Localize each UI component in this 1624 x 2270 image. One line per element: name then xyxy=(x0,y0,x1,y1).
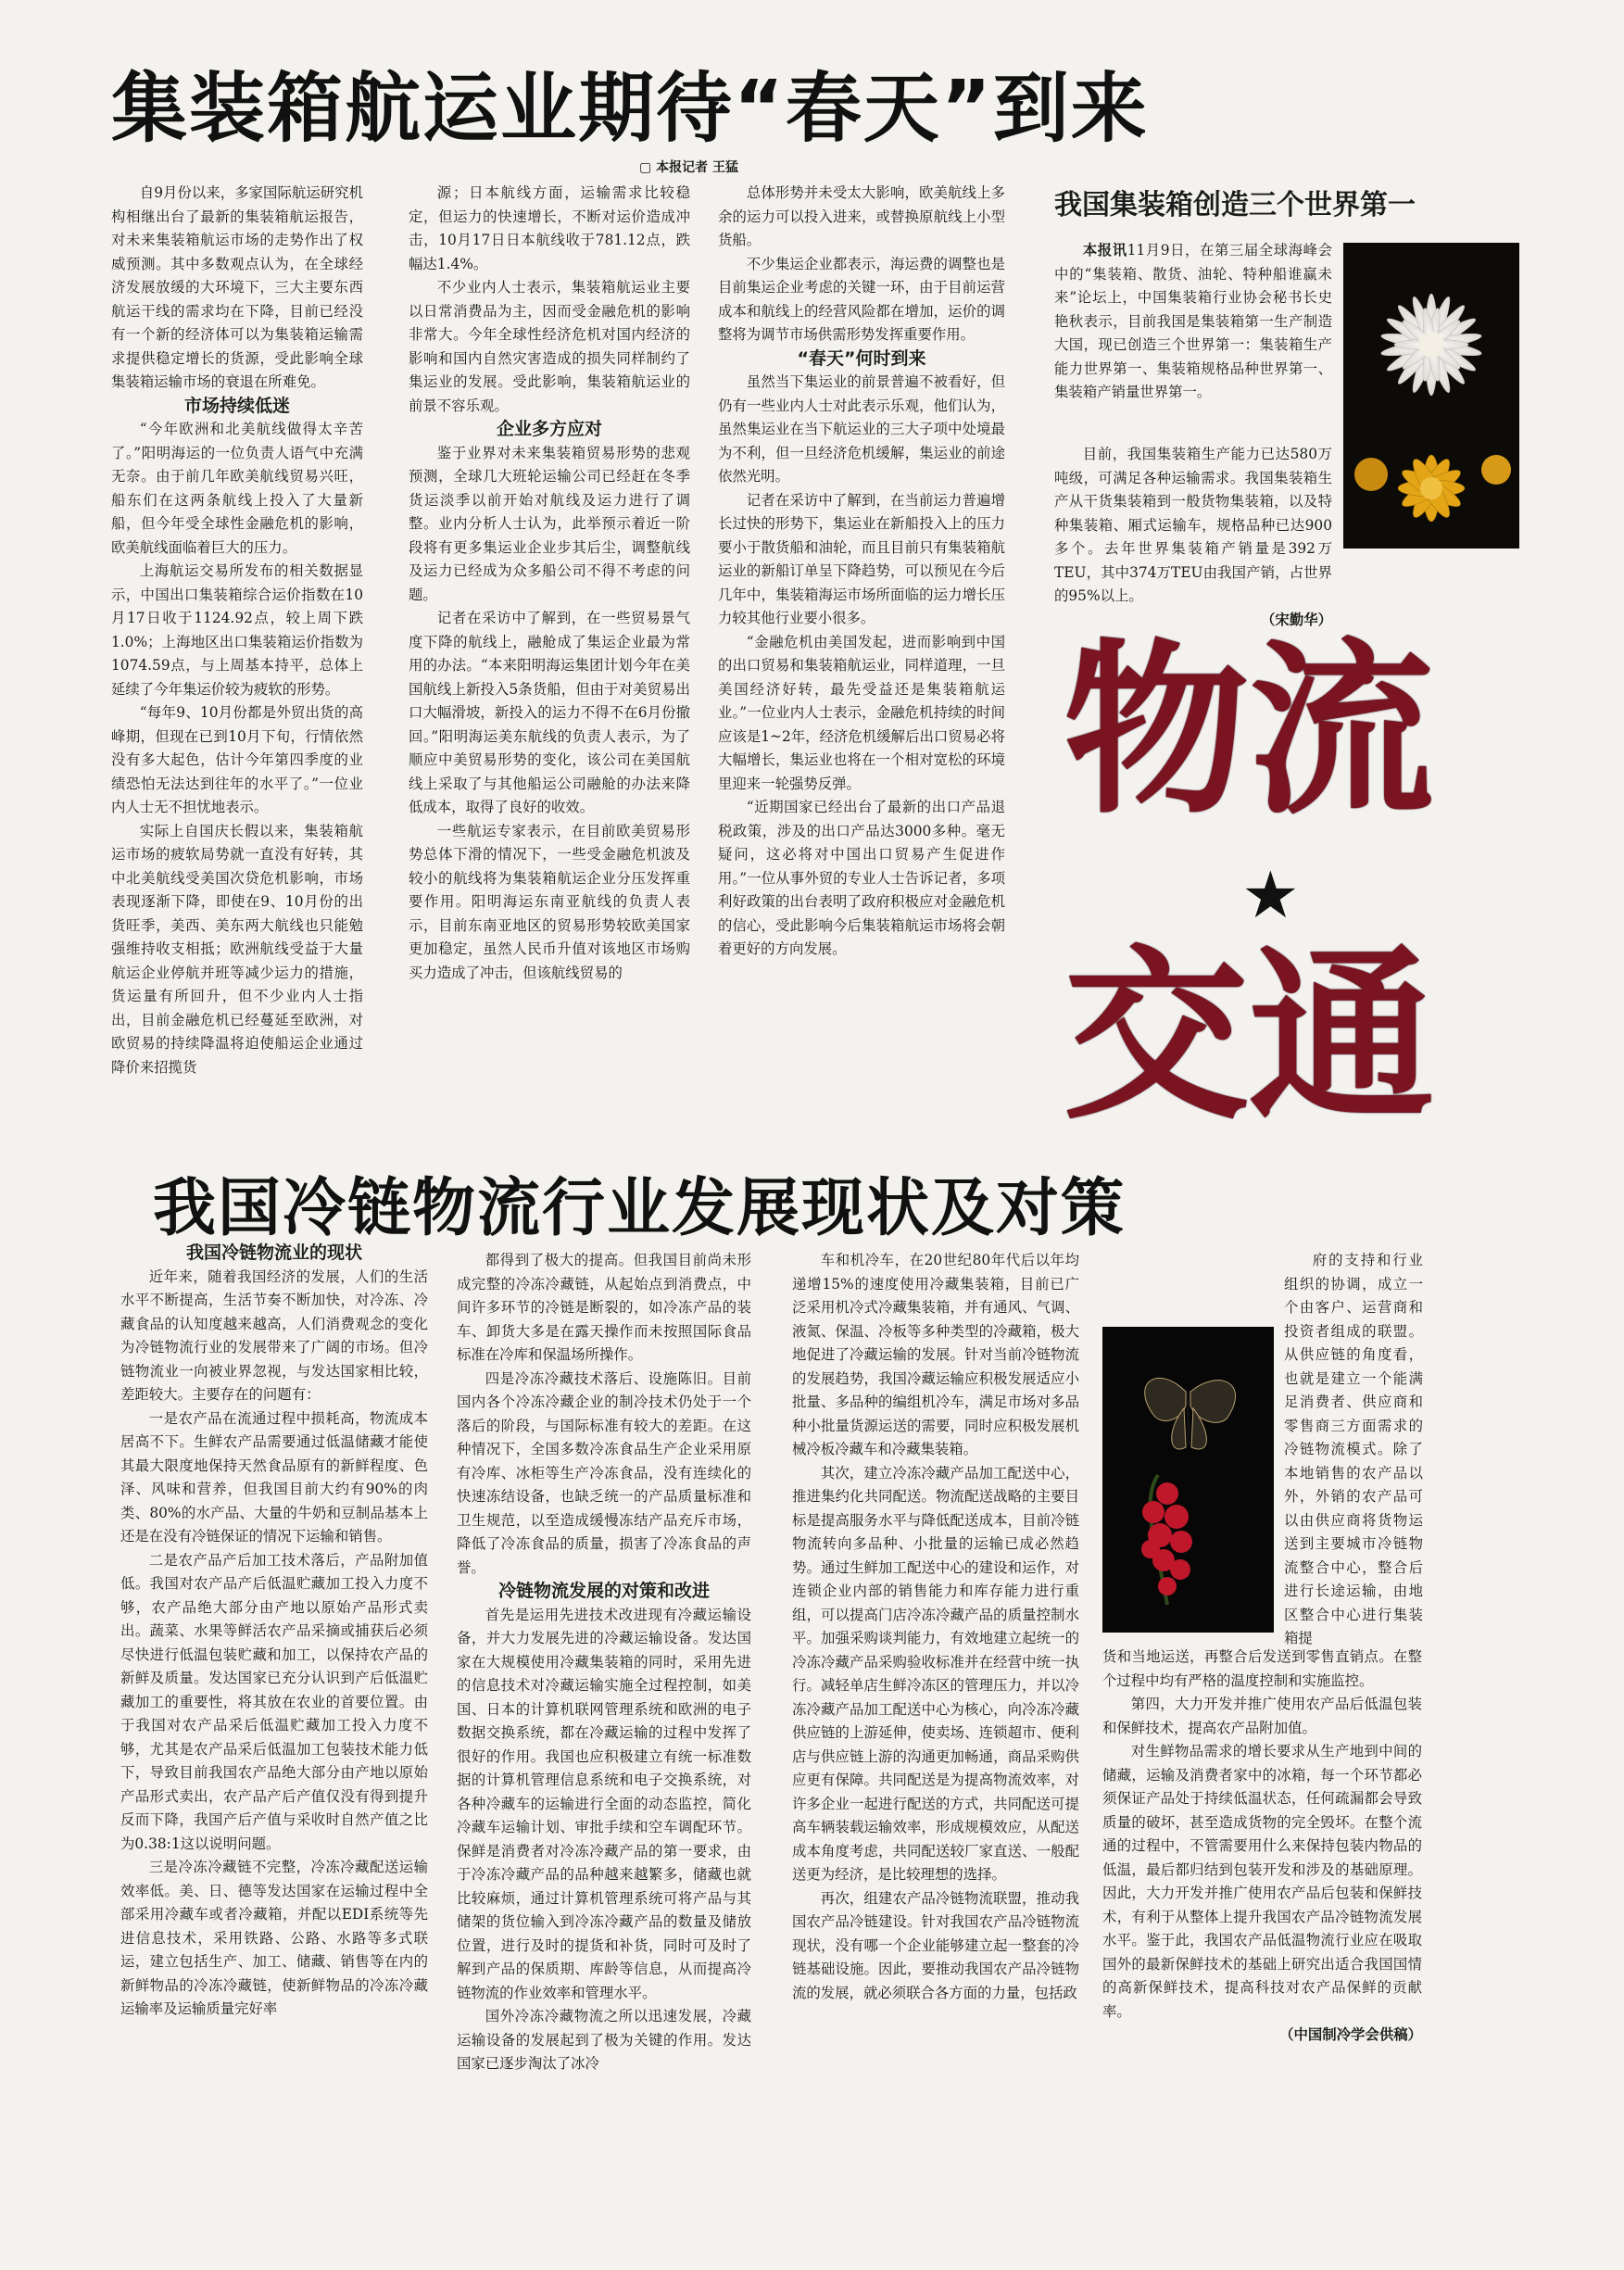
article1-subhead-3: “春天”何时到来 xyxy=(797,347,926,369)
sidebar-title: 我国集装箱创造三个世界第一 xyxy=(1054,189,1416,221)
paragraph: 二是农产品产后加工技术落后，产品附加值低。我国对农产品产后低温贮藏加工投入力度不够，农产品绝大部分由产地以原始产品形式卖出。蔬菜、水果等鲜活农产品采摘或捕获后必须尽快进行低温包装贮藏和加工，以保持农产品的新鲜及质量。发达国家已充分认识到产后低温贮藏加工的重要性，将其放在农业的首要位置。由于我国对农产品采后低温贮藏加工投入力度不够，尤其是农产品采后低温加工包装技术能力低下，导致目前我国农产品绝大部分由产地以原始产品形式卖出，农产品产后产值仅没有得到提升反而下降，我国产后产值与采收时自然产值之比为0.38:1这以说明问题。 xyxy=(120,1551,428,1852)
butterfly-flower-photo xyxy=(1102,1327,1274,1633)
article2-credit: （中国制冷学会供稿） xyxy=(1279,2026,1422,2043)
paragraph: “今年欧洲和北美航线做得太辛苦了。”阳明海运的一位负责人语气中充满无奈。由于前几年欧美航线贸易兴旺，船东们在这两条航线上投入了大量新船，但今年受全球性金融危机的影响，欧美航线面临着巨大的压力。 xyxy=(111,421,363,556)
paragraph: 货和当地运送，再整合后发送到零售直销点。在整个过程中均有严格的温度控制和实施监控。 xyxy=(1102,1648,1422,1689)
sidebar-body-top xyxy=(1054,239,1332,443)
article1-column-2 xyxy=(409,182,690,1127)
article1-subhead-1: 市场持续低迷 xyxy=(183,395,290,416)
paragraph: “近期国家已经出台了最新的出口产品退税政策，涉及的出口产品达3000多种。毫无疑问，这必将对中国出口贸易产生促进作用。”一位从事外贸的专业人士告诉记者，多项利好政策的出台表明了政府积极应对金融危机的信心，受此影响今后集装箱航运市场将会朝着更好的方向发展。 xyxy=(718,799,1005,957)
paragraph: 源；日本航线方面，运输需求比较稳定，但运力的快速增长，不断对运价造成冲击，10月17日日本航线收于781.12点，跌幅达1.4%。 xyxy=(409,184,690,272)
paragraph: 国外冷冻冷藏物流之所以迅速发展，冷藏运输设备的发展起到了极为关键的作用。发达国家已逐步淘汰了冰冷 xyxy=(457,2008,751,2072)
article2-subhead-1: 我国冷链物流业的现状 xyxy=(185,1242,362,1263)
paragraph: 不少集运企业都表示，海运费的调整也是目前集运企业考虑的关键一环，由于目前运营成本和航线上的经营风险都在增加，运价的调整将为调节市场供需形势发挥重要作用。 xyxy=(718,255,1005,343)
article2-column-1 xyxy=(120,1242,428,2261)
paragraph: 记者在采访中了解到，在一些贸易景气度下降的航线上，融舱成了集运企业最为常用的办法。“本来阳明海运集团计划今年在美国航线上新投入5条货船，但由于对美贸易出口大幅滑坡，新投入的运力不得不在6月份撤回。”阳明海运美东航线的负责人表示，为了顺应中美贸易形势的变化，该公司在美国航线上采取了与其他船运公司融舱的办法来降低成本，取得了良好的收效。 xyxy=(409,610,690,815)
sidebar-tag: 本报讯 xyxy=(1082,242,1127,259)
paragraph: 第四，大力开发并推广使用农产品后低温包装和保鲜技术，提高农产品附加值。 xyxy=(1102,1696,1422,1736)
article1-subhead-2: 企业多方应对 xyxy=(496,419,602,439)
article1-column-3 xyxy=(718,182,1005,1127)
paragraph: 总体形势并未受太大影响，欧美航线上多余的运力可以投入进来，或替换原航线上小型货船。 xyxy=(718,184,1005,248)
article2-column-4b xyxy=(1102,1646,1422,2261)
chrysanthemum-photo xyxy=(1343,243,1519,549)
paragraph: 虽然当下集运业的前景普遍不被看好，但仍有一些业内人士对此表示乐观，他们认为，虽然集运业在当下航运业的三大子项中处境最为不利，但一旦经济危机缓解，集运业的前途依然光明。 xyxy=(718,373,1005,485)
paragraph xyxy=(1054,239,1332,405)
section-title-bottom: 交通 xyxy=(1064,929,1435,1145)
paragraph: 上海航运交易所发布的相关数据显示，中国出口集装箱综合运价指数在10月17日收于1124.92点，较上周下跌1.0%；上海地区出口集装箱运价指数为1074.59点，与上周基本持平，总体上延续了今年集运价较为疲软的形势。 xyxy=(111,562,363,698)
paragraph: 四是冷冻冷藏技术落后、设施陈旧。目前国内各个冷冻冷藏企业的制冷技术仍处于一个落后的阶段，与国际标准有较大的差距。在这种情况下，全国多数冷冻食品生产企业采用原有冷库、冰柜等生产冷冻食品，没有连续化的快速冻结设备，也缺乏统一的产品质量标准和卫生规范，以至造成缓慢冻结产品充斥市场，降低了冷冻食品的质量，损害了冷冻食品的声誉。 xyxy=(457,1369,751,1576)
paragraph: 其次，建立冷冻冷藏产品加工配送中心，推进集约化共同配送。物流配送战略的主要目标是提高服务水平与降低配送成本，目前冷链物流转向多品种、小批量的运输已成必然趋势。通过生鲜加工配送中心的建设和运作，对连锁企业内部的销售能力和库存能力进行重组，可以提高门店冷冻冷藏产品的质量控制水平。加强采购谈判能力，有效地建立起统一的冷冻冷藏产品采购验收标准并在经营中统一执行。减轻单店生鲜冷冻区的管理压力，并以冷冻冷藏产品加工配送中心为核心，向冷冻冷藏供应链的上游延伸，使卖场、连锁超市、便利店与供应链上游的沟通更加畅通，商品采购供应更有保障。共同配送是为提高物流效率，对许多企业一起进行配送的方式，共同配送可提高车辆装载运输效率，形成规模效应，从配送成本角度考虑，共同配送较厂家直送、一般配送更为经济，是比较理想的选择。 xyxy=(792,1464,1079,1883)
paragraph: 都得到了极大的提高。但我国目前尚未形成完整的冷冻冷藏链，从起始点到消费点，中间许多环节的冷链是断裂的，如冷冻产品的装车、卸货大多是在露天操作而未按照国际食品标准在冷库和保温场所操作。 xyxy=(457,1252,751,1363)
sidebar-body-bottom xyxy=(1054,443,1332,628)
paragraph: 对生鲜物品需求的增长要求从生产地到中间的储藏，运输及消费者家中的冰箱，每一个环节都必须保证产品处于持续低温状态，任何疏漏都会导致质量的破坏，甚至造成货物的完全毁坏。在整个流通的过程中，不管需要用什么来保持包装内物品的低温，最后都归结到包装开发和涉及的基础原理。因此，大力开发并推广使用农产品后包装和保鲜技术，有利于从整体上提升我国农产品冷链物流发展水平。鉴于此，我国农产品低温物流行业应在吸取国外的最新保鲜技术的基础上研究出适合我国国情的高新保鲜技术，提高科技对农产品保鲜的贡献率。 xyxy=(1102,1743,1422,2020)
paragraph: 实际上自国庆长假以来，集装箱航运市场的疲软局势就一直没有好转，其中北美航线受美国次贷危机影响，市场表现逐渐下降，即使在9、10月份的出货旺季，美西、美东两大航线也只能勉强维持收支相抵；欧洲航线受益于大量航运企业停航并班等减少运力的措施，货运量有所回升，但不少业内人士指出，目前金融危机已经蔓延至欧洲，对欧贸易的持续降温将迫使船运企业通过降价来招揽货 xyxy=(111,822,363,1076)
article2-column-4a xyxy=(1284,1249,1423,1644)
paragraph: 目前，我国集装箱生产能力已达580万吨级，可满足各种运输需求。我国集装箱生产从干货集装箱到一般货物集装箱，以及特种集装箱、厢式运输车，规格品种已达900多个。去年世界集装箱产销量是392万TEU，其中374万TEU由我国产销，占世界的95%以上。 xyxy=(1054,446,1332,604)
butterfly-graphic xyxy=(1102,1327,1274,1633)
paragraph: 首先是运用先进技术改进现有冷藏运输设备，并大力发展先进的冷藏运输设备。发达国家在大规模使用冷藏集装箱的同时，采用先进的信息技术对冷藏运输实施全过程控制，如美国、日本的计算机联网管理系统和欧洲的电子数据交换系统，都在冷藏运输的过程中发挥了很好的作用。我国也应积极建立有统一标准数据的计算机管理信息系统和电子交换系统，对各种冷藏车的运输进行全面的动态监控，简化冷藏车运输计划、审批手续和空车调配环节。保鲜是消费者对冷冻冷藏产品的第一要求，由于冷冻冷藏产品的品种越来越繁多，储藏也就比较麻烦，通过计算机管理系统可将产品与其储架的货位输入到冷冻冷藏产品的数量及储放位置，进行及时的提货和补货，同时可及时了解到产品的保质期、库龄等信息，从而提高冷链物流的作业效率和管理水平。 xyxy=(457,1606,751,2001)
paragraph: 车和机冷车，在20世纪80年代后以年均递增15%的速度使用冷藏集装箱，目前已广泛采用机冷式冷藏集装箱，并有通风、气调、液氮、保温、冷板等多种类型的冷藏箱，极大地促进了冷藏运输的发展。针对当前冷链物流的发展趋势，我国冷藏运输应积极发展适应小批量、多品种的编组机冷车，满足市场对多品种小批量货源运送的需要，同时应积极发展机械冷板冷藏车和冷藏集装箱。 xyxy=(792,1252,1079,1457)
star-icon: ★ xyxy=(1241,857,1300,933)
article2-subhead-2: 冷链物流发展的对策和改进 xyxy=(497,1581,710,1601)
paragraph: 近年来，随着我国经济的发展，人们的生活水平不断提高，生活节奏不断加快，对冷冻、冷藏食品的认知度越来越高，人们消费观念的变化为冷链物流行业的发展带来了广阔的市场。但冷链物流业一向被业界忽视，与发达国家相比较，差距较大。主要存在的问题有： xyxy=(120,1267,428,1403)
paragraph: “金融危机由美国发起，进而影响到中国的出口贸易和集装箱航运业，同样道理，一旦美国经济好转，最先受益还是集装箱航运业。”一位业内人士表示，金融危机持续的时间应该是1~2年，经济危机缓解后出口贸易必将大幅增长，集运业也将在一个相对宽松的环境里迎来一轮强势反弹。 xyxy=(718,633,1005,792)
section-title-top: 物流 xyxy=(1064,624,1435,839)
sidebar-para-1: 11月9日，在第三届全球海峰会中的“集装箱、散货、油轮、特种船谁赢未来”论坛上，中国集装箱行业协会秘书长史艳秋表示，目前我国是集装箱第一生产制造大国，现已创造三个世界第一：集装箱生产能力世界第一、集装箱规格品种世界第一、集装箱产销量世界第一。 xyxy=(1054,242,1332,400)
article2-column-2 xyxy=(457,1249,751,2261)
article2-column-3 xyxy=(792,1249,1079,2261)
article1-column-1 xyxy=(111,182,363,1145)
paragraph: 再次，组建农产品冷链物流联盟，推动我国农产品冷链建设。针对我国农产品冷链物流现状，没有哪一个企业能够建立起一整套的冷链基础设施。因此，要推动我国农产品冷链物流的发展，就必须联合各方面的力量，包括政 xyxy=(792,1889,1079,2001)
article1-byline: ▢ 本报记者 王猛 xyxy=(639,158,738,176)
paragraph: 自9月份以来，多家国际航运研究机构相继出台了最新的集装箱航运报告，对未来集装箱航运市场的走势作出了权威预测。其中多数观点认为，在全球经济发展放缓的大环境下，三大主要东西航运干线的需求均在下降，目前已经没有一个新的经济体可以为集装箱运输需求提供稳定增长的货源，受此影响全球集装箱运输市场的衰退在所难免。 xyxy=(111,184,363,390)
article1-headline: 集装箱航运业期待“春天”到来 xyxy=(111,65,1149,153)
paragraph: 府的支持和行业组织的协调，成立一个由客户、运营商和投资者组成的联盟。从供应链的角度看，也就是建立一个能满足消费者、供应商和零售商三方面需求的冷链物流模式。除了本地销售的农产品以外，外销的农产品可以由供应商将货物运送到主要城市冷链物流整合中心，整合后进行长途运输，由地区整合中心进行集装箱提 xyxy=(1284,1252,1423,1646)
paragraph: 一些航运专家表示，在目前欧美贸易形势总体下滑的情况下，一些受金融危机波及较小的航线将为集装箱航运企业分压发挥重要作用。阳明海运东南亚航线的负责人表示，目前东南亚地区的贸易形势较欧美国家更加稳定，虽然人民币升值对该地区市场购买力造成了冲击，但该航线贸易的 xyxy=(409,822,690,981)
article2-headline: 我国冷链物流行业发展现状及对策 xyxy=(153,1172,1127,1245)
sidebar-credit: （宋勤华） xyxy=(1261,611,1332,628)
paragraph: 一是农产品在流通过程中损耗高，物流成本居高不下。生鲜农产品需要通过低温储藏才能使其最大限度地保持天然食品原有的新鲜程度、色泽、风味和营养，但我国目前大约有90%的肉类、80%的水产品、大量的牛奶和豆制品基本上还是在没有冷链保证的情况下运输和销售。 xyxy=(120,1409,428,1545)
paragraph: “每年9、10月份都是外贸出货的高峰期，但现在已到10月下旬，行情依然没有多大起色，估计今年第四季度的业绩恐怕无法达到往年的水平了。”一位业内人士无不担忧地表示。 xyxy=(111,704,363,815)
paragraph: 三是冷冻冷藏链不完整，冷冻冷藏配送运输效率低。美、日、德等发达国家在运输过程中全部采用冷藏车或者冷藏箱，并配以EDI系统等先进信息技术，采用铁路、公路、水路等多式联运，建立包括生产、加工、储藏、销售等在内的新鲜物品的冷冻冷藏链，使新鲜物品的冷冻冷藏运输率及运输质量完好率 xyxy=(120,1859,428,2017)
paragraph: 不少业内人士表示，集装箱航运业主要以日常消费品为主，因而受金融危机的影响非常大。今年全球性经济危机对国内经济的影响和国内自然灾害造成的损失同样制约了集运业的发展。受此影响，集装箱航运业的前景不容乐观。 xyxy=(409,279,690,414)
chrysanthemum-graphic xyxy=(1343,243,1519,549)
paragraph: 鉴于业界对未来集装箱贸易形势的悲观预测，全球几大班轮运输公司已经赶在冬季货运淡季以前开始对航线及运力进行了调整。业内分析人士认为，此举预示着近一阶段将有更多集运业企业步其后尘，调整航线及运力已经成为众多船公司不得不考虑的问题。 xyxy=(409,444,690,603)
paragraph: 记者在采访中了解到，在当前运力普遍增长过快的形势下，集运业在新船投入上的压力要小于散货船和油轮，而且目前只有集装箱航运业的新船订单呈下降趋势，可以预见在今后几年中，集装箱海运市场所面临的运力增长压力较其他行业要小很多。 xyxy=(718,491,1005,626)
